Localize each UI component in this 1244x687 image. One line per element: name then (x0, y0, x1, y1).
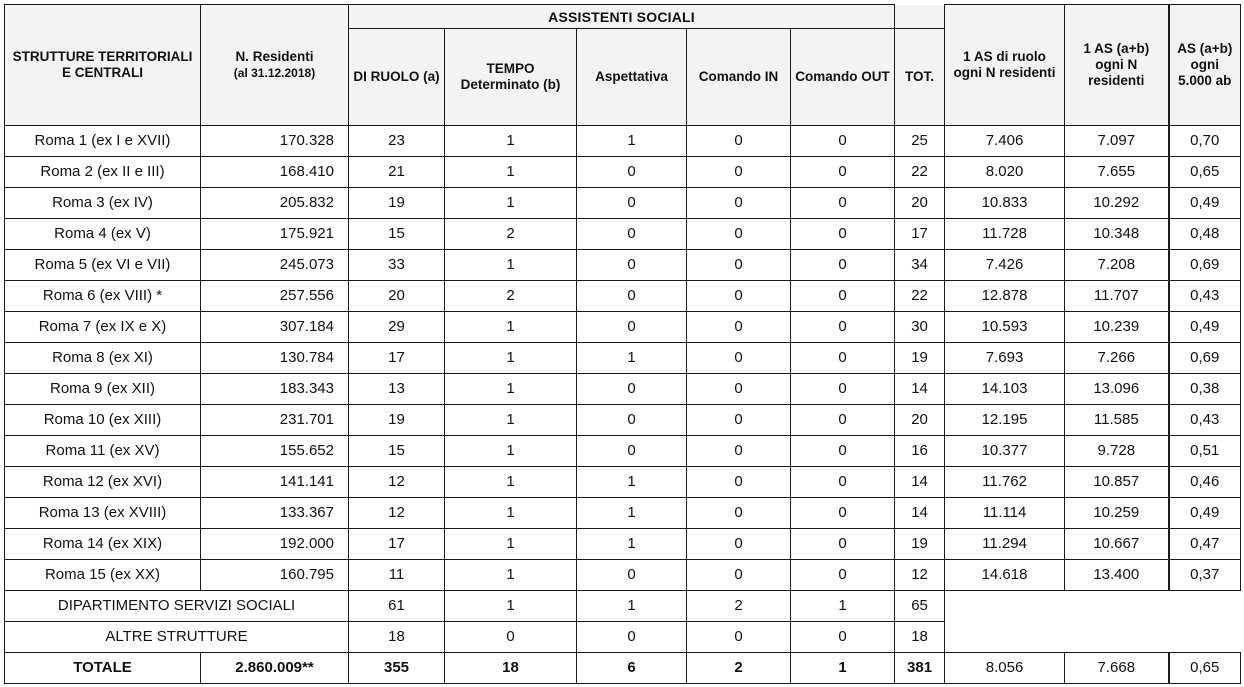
header-residenti (201, 5, 349, 126)
row-tempo-determinato: 1 (445, 529, 577, 560)
header-tempo-determinato: TEMPO Determinato (b) (445, 29, 577, 126)
table-row (5, 436, 1241, 467)
row-comando-out: 0 (791, 126, 895, 157)
row-as-5000: 0,51 (1169, 436, 1241, 467)
row-name: Roma 3 (ex IV) (5, 188, 201, 219)
row-tempo-determinato: 1 (445, 312, 577, 343)
row-di-ruolo: 29 (349, 312, 445, 343)
row-as-5000: 0,43 (1169, 405, 1241, 436)
row-comando-in: 2 (687, 591, 791, 622)
table-row (5, 467, 1241, 498)
row-di-ruolo: 19 (349, 188, 445, 219)
table-row (5, 343, 1241, 374)
row-tempo-determinato: 2 (445, 281, 577, 312)
row-name: ALTRE STRUTTURE (5, 622, 349, 653)
row-as-ab: 9.728 (1065, 436, 1169, 467)
row-aspettativa: 0 (577, 188, 687, 219)
row-comando-out: 0 (791, 529, 895, 560)
row-aspettativa: 1 (577, 126, 687, 157)
row-as-5000: 0,47 (1169, 529, 1241, 560)
row-name: Roma 5 (ex VI e VII) (5, 250, 201, 281)
row-comando-in: 0 (687, 126, 791, 157)
header-as-ruolo: 1 AS di ruolo ogni N residenti (945, 5, 1065, 126)
row-tot: 12 (895, 560, 945, 591)
row-comando-out: 0 (791, 312, 895, 343)
row-comando-in: 0 (687, 405, 791, 436)
row-name: Roma 1 (ex I e XVII) (5, 126, 201, 157)
row-name: Roma 14 (ex XIX) (5, 529, 201, 560)
row-comando-in: 0 (687, 219, 791, 250)
total-di-ruolo: 355 (349, 653, 445, 684)
row-name: Roma 6 (ex VIII) * (5, 281, 201, 312)
row-comando-out: 0 (791, 498, 895, 529)
row-di-ruolo: 61 (349, 591, 445, 622)
row-as-ab: 10.259 (1065, 498, 1169, 529)
header-aspettativa: Aspettativa (577, 29, 687, 126)
row-as-ab: 10.857 (1065, 467, 1169, 498)
row-name: Roma 9 (ex XII) (5, 374, 201, 405)
row-tempo-determinato: 1 (445, 188, 577, 219)
total-as-ab: 7.668 (1065, 653, 1169, 684)
row-as-5000: 0,49 (1169, 498, 1241, 529)
row-as-ruolo: 10.377 (945, 436, 1065, 467)
row-tempo-determinato: 1 (445, 436, 577, 467)
row-name: Roma 7 (ex IX e X) (5, 312, 201, 343)
row-as-ruolo: 11.114 (945, 498, 1065, 529)
empty-cell (945, 591, 1241, 653)
row-di-ruolo: 23 (349, 126, 445, 157)
row-residenti: 155.652 (201, 436, 349, 467)
row-di-ruolo: 11 (349, 560, 445, 591)
table-row (5, 529, 1241, 560)
row-residenti: 205.832 (201, 188, 349, 219)
row-residenti: 183.343 (201, 374, 349, 405)
row-comando-in: 0 (687, 312, 791, 343)
row-di-ruolo: 12 (349, 467, 445, 498)
total-row (5, 653, 1241, 684)
total-comando-out: 1 (791, 653, 895, 684)
row-as-5000: 0,43 (1169, 281, 1241, 312)
row-di-ruolo: 15 (349, 436, 445, 467)
row-aspettativa: 1 (577, 467, 687, 498)
row-tempo-determinato: 1 (445, 157, 577, 188)
row-comando-out: 0 (791, 467, 895, 498)
row-as-ruolo: 8.020 (945, 157, 1065, 188)
row-aspettativa: 0 (577, 312, 687, 343)
row-residenti: 245.073 (201, 250, 349, 281)
row-tot: 17 (895, 219, 945, 250)
row-tot: 34 (895, 250, 945, 281)
row-residenti: 133.367 (201, 498, 349, 529)
row-as-5000: 0,38 (1169, 374, 1241, 405)
row-comando-out: 0 (791, 374, 895, 405)
row-name: Roma 2 (ex II e III) (5, 157, 201, 188)
header-strutture: STRUTTURE TERRITORIALI E CENTRALI (5, 5, 201, 126)
row-di-ruolo: 21 (349, 157, 445, 188)
row-aspettativa: 0 (577, 281, 687, 312)
row-as-ab: 13.400 (1065, 560, 1169, 591)
document-page (4, 4, 1240, 684)
table-row (5, 498, 1241, 529)
row-name: Roma 10 (ex XIII) (5, 405, 201, 436)
row-as-ruolo: 11.728 (945, 219, 1065, 250)
row-di-ruolo: 20 (349, 281, 445, 312)
table-row (5, 157, 1241, 188)
row-residenti: 307.184 (201, 312, 349, 343)
header-comando-out: Comando OUT (791, 29, 895, 126)
row-di-ruolo: 13 (349, 374, 445, 405)
row-residenti: 175.921 (201, 219, 349, 250)
row-comando-out: 0 (791, 622, 895, 653)
row-name: Roma 11 (ex XV) (5, 436, 201, 467)
row-di-ruolo: 17 (349, 529, 445, 560)
row-tot: 14 (895, 498, 945, 529)
row-aspettativa: 0 (577, 250, 687, 281)
header-as-ab: 1 AS (a+b) ogni N residenti (1065, 5, 1169, 126)
row-di-ruolo: 19 (349, 405, 445, 436)
row-as-ruolo: 7.426 (945, 250, 1065, 281)
row-as-5000: 0,37 (1169, 560, 1241, 591)
row-tempo-determinato: 1 (445, 250, 577, 281)
row-residenti: 170.328 (201, 126, 349, 157)
row-as-ab: 11.707 (1065, 281, 1169, 312)
row-aspettativa: 0 (577, 405, 687, 436)
row-as-ab: 10.348 (1065, 219, 1169, 250)
row-aspettativa: 0 (577, 436, 687, 467)
total-comando-in: 2 (687, 653, 791, 684)
row-as-ab: 10.667 (1065, 529, 1169, 560)
row-comando-in: 0 (687, 467, 791, 498)
row-as-ab: 11.585 (1065, 405, 1169, 436)
row-tot: 19 (895, 529, 945, 560)
row-comando-out: 0 (791, 219, 895, 250)
row-aspettativa: 1 (577, 498, 687, 529)
header-blank (895, 5, 945, 29)
row-tot: 20 (895, 405, 945, 436)
row-residenti: 130.784 (201, 343, 349, 374)
total-tempo-determinato: 18 (445, 653, 577, 684)
row-tempo-determinato: 1 (445, 560, 577, 591)
table-body (5, 126, 1241, 684)
row-as-5000: 0,65 (1169, 157, 1241, 188)
header-row-1 (5, 5, 1241, 29)
row-comando-in: 0 (687, 529, 791, 560)
row-as-ruolo: 10.833 (945, 188, 1065, 219)
row-name: Roma 4 (ex V) (5, 219, 201, 250)
row-comando-out: 0 (791, 436, 895, 467)
row-tot: 20 (895, 188, 945, 219)
row-comando-out: 0 (791, 560, 895, 591)
header-as-5000: AS (a+b) ogni 5.000 ab (1169, 5, 1241, 126)
row-tot: 14 (895, 374, 945, 405)
header-di-ruolo: DI RUOLO (a) (349, 29, 445, 126)
row-comando-in: 0 (687, 560, 791, 591)
row-di-ruolo: 33 (349, 250, 445, 281)
row-tempo-determinato: 1 (445, 126, 577, 157)
row-comando-out: 0 (791, 250, 895, 281)
row-as-ab: 7.208 (1065, 250, 1169, 281)
row-as-ruolo: 14.618 (945, 560, 1065, 591)
assistenti-sociali-table (4, 4, 1241, 684)
total-as-ruolo: 8.056 (945, 653, 1065, 684)
table-row (5, 405, 1241, 436)
row-name: Roma 13 (ex XVIII) (5, 498, 201, 529)
row-comando-in: 0 (687, 374, 791, 405)
row-name: Roma 15 (ex XX) (5, 560, 201, 591)
header-comando-in: Comando IN (687, 29, 791, 126)
row-comando-out: 0 (791, 405, 895, 436)
header-tot: TOT. (895, 29, 945, 126)
row-as-ruolo: 12.878 (945, 281, 1065, 312)
header-assistenti-sociali: ASSISTENTI SOCIALI (349, 5, 895, 29)
row-aspettativa: 1 (577, 343, 687, 374)
table-row (5, 281, 1241, 312)
row-tot: 25 (895, 126, 945, 157)
table-row (5, 591, 1241, 622)
row-comando-in: 0 (687, 436, 791, 467)
row-comando-in: 0 (687, 622, 791, 653)
table-row (5, 250, 1241, 281)
row-tot: 22 (895, 281, 945, 312)
row-as-ruolo: 11.294 (945, 529, 1065, 560)
header-residenti-note: (al 31.12.2018) (233, 66, 316, 80)
header-residenti-label: N. Residenti (235, 49, 314, 64)
row-comando-in: 0 (687, 498, 791, 529)
row-tempo-determinato: 0 (445, 622, 577, 653)
table-row (5, 219, 1241, 250)
row-di-ruolo: 18 (349, 622, 445, 653)
row-residenti: 192.000 (201, 529, 349, 560)
row-as-ab: 10.239 (1065, 312, 1169, 343)
row-residenti: 160.795 (201, 560, 349, 591)
row-comando-in: 0 (687, 281, 791, 312)
row-comando-out: 0 (791, 157, 895, 188)
row-as-ruolo: 7.693 (945, 343, 1065, 374)
row-comando-out: 0 (791, 281, 895, 312)
row-as-5000: 0,46 (1169, 467, 1241, 498)
table-row (5, 312, 1241, 343)
row-tempo-determinato: 1 (445, 467, 577, 498)
table-row (5, 560, 1241, 591)
row-comando-in: 0 (687, 188, 791, 219)
row-comando-out: 0 (791, 188, 895, 219)
row-as-ruolo: 7.406 (945, 126, 1065, 157)
total-residenti: 2.860.009** (201, 653, 349, 684)
row-aspettativa: 0 (577, 560, 687, 591)
row-tot: 18 (895, 622, 945, 653)
table-row (5, 374, 1241, 405)
row-as-ab: 7.097 (1065, 126, 1169, 157)
row-comando-in: 0 (687, 343, 791, 374)
row-as-ruolo: 12.195 (945, 405, 1065, 436)
row-comando-in: 0 (687, 250, 791, 281)
row-as-5000: 0,49 (1169, 188, 1241, 219)
row-as-ruolo: 10.593 (945, 312, 1065, 343)
row-as-ab: 7.266 (1065, 343, 1169, 374)
row-as-5000: 0,49 (1169, 312, 1241, 343)
row-tot: 30 (895, 312, 945, 343)
row-name: DIPARTIMENTO SERVIZI SOCIALI (5, 591, 349, 622)
row-as-5000: 0,70 (1169, 126, 1241, 157)
row-as-ab: 10.292 (1065, 188, 1169, 219)
row-name: Roma 8 (ex XI) (5, 343, 201, 374)
row-tempo-determinato: 1 (445, 405, 577, 436)
row-tot: 16 (895, 436, 945, 467)
row-comando-out: 0 (791, 343, 895, 374)
row-name: Roma 12 (ex XVI) (5, 467, 201, 498)
row-as-ruolo: 11.762 (945, 467, 1065, 498)
total-tot: 381 (895, 653, 945, 684)
row-residenti: 231.701 (201, 405, 349, 436)
row-as-ab: 7.655 (1065, 157, 1169, 188)
total-as-5000: 0,65 (1169, 653, 1241, 684)
table-row (5, 188, 1241, 219)
row-tot: 22 (895, 157, 945, 188)
row-aspettativa: 0 (577, 622, 687, 653)
row-comando-out: 1 (791, 591, 895, 622)
row-as-5000: 0,69 (1169, 250, 1241, 281)
row-tot: 14 (895, 467, 945, 498)
row-tempo-determinato: 1 (445, 374, 577, 405)
row-tempo-determinato: 2 (445, 219, 577, 250)
row-as-ruolo: 14.103 (945, 374, 1065, 405)
table-row (5, 126, 1241, 157)
row-residenti: 168.410 (201, 157, 349, 188)
row-as-5000: 0,48 (1169, 219, 1241, 250)
row-comando-in: 0 (687, 157, 791, 188)
row-aspettativa: 0 (577, 219, 687, 250)
row-residenti: 141.141 (201, 467, 349, 498)
row-di-ruolo: 17 (349, 343, 445, 374)
row-aspettativa: 1 (577, 529, 687, 560)
row-aspettativa: 0 (577, 157, 687, 188)
row-tempo-determinato: 1 (445, 343, 577, 374)
row-aspettativa: 0 (577, 374, 687, 405)
row-di-ruolo: 15 (349, 219, 445, 250)
total-name: TOTALE (5, 653, 201, 684)
row-tempo-determinato: 1 (445, 591, 577, 622)
row-di-ruolo: 12 (349, 498, 445, 529)
row-as-5000: 0,69 (1169, 343, 1241, 374)
row-as-ab: 13.096 (1065, 374, 1169, 405)
total-aspettativa: 6 (577, 653, 687, 684)
row-aspettativa: 1 (577, 591, 687, 622)
row-tot: 19 (895, 343, 945, 374)
row-tot: 65 (895, 591, 945, 622)
row-tempo-determinato: 1 (445, 498, 577, 529)
row-residenti: 257.556 (201, 281, 349, 312)
